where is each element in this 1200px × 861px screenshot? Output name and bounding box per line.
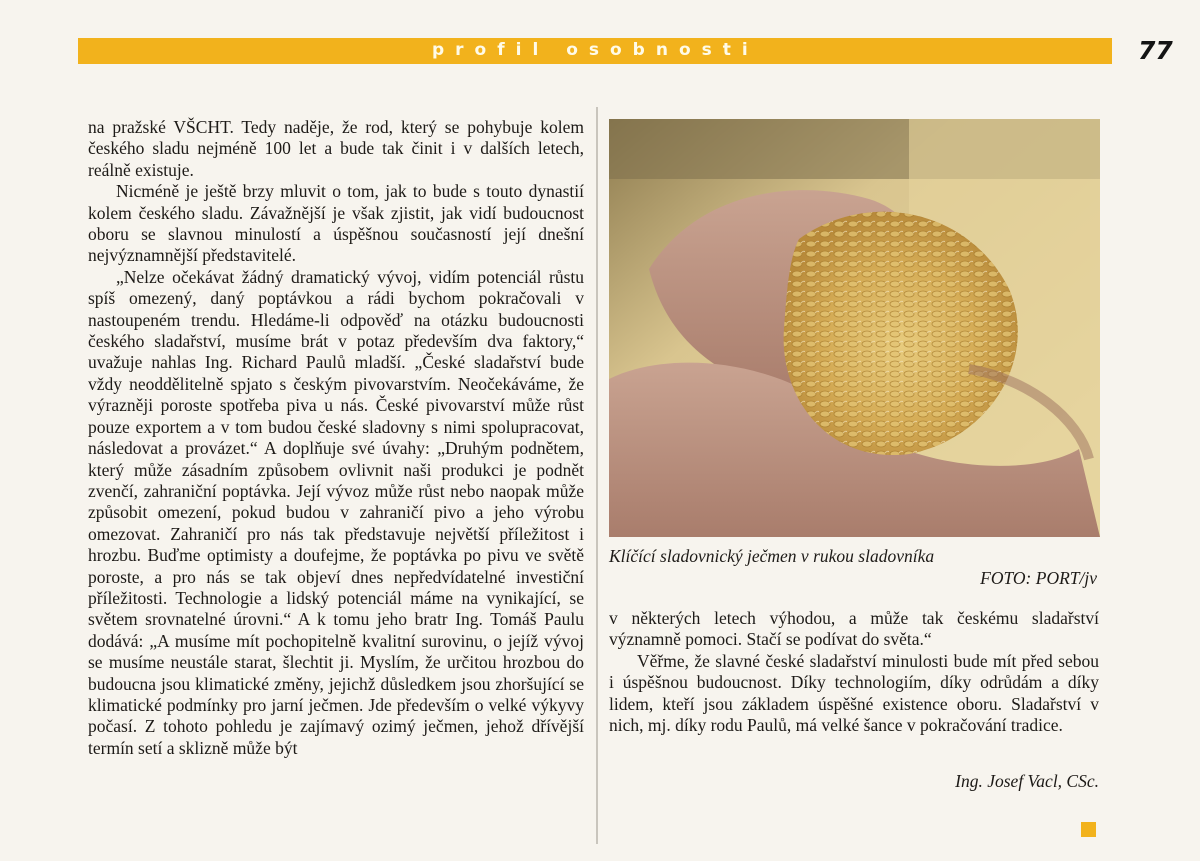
paragraph: na pražské VŠCHT. Tedy naděje, že rod, který se pohybuje kolem českého sladu nejméně 100 let a bude tak činit i v dalších letech, reálně existuje. bbox=[88, 117, 584, 180]
paragraph: Věřme, že slavné české sladařství minulosti bude mít před sebou i úspěšnou budoucnost. Díky technologiím, díky odrůdám a díky lidem, kteří jsou základem úspěšné existence oboru. Sladařství v nich, mj. díky rodu Paulů, má velké šance v pokračování tradice. bbox=[609, 650, 1099, 736]
left-text-column bbox=[88, 117, 584, 759]
section-label: profil osobnosti bbox=[432, 40, 759, 60]
column-divider bbox=[596, 107, 598, 844]
end-of-article-mark bbox=[1081, 822, 1096, 837]
paragraph: Nicméně je ještě brzy mluvit o tom, jak to bude s touto dynastií kolem českého sladu. Závažnější je však zjistit, jak vidí budoucnost oboru se slavnou minulostí a úspěšnou současností její dnešní nejvýznamnější představitelé. bbox=[88, 181, 584, 266]
page-number: 77 bbox=[1138, 36, 1173, 65]
barley-photo bbox=[609, 119, 1100, 537]
caption-text: Klíčící sladovnický ječmen v rukou sladovníka bbox=[609, 546, 935, 566]
author-signature: Ing. Josef Vacl, CSc. bbox=[955, 771, 1099, 791]
photo-credit: FOTO: PORT/jv bbox=[980, 568, 1097, 588]
paragraph: „Nelze očekávat žádný dramatický vývoj, vidím potenciál růstu spíš omezený, daný poptávkou a rádi bychom pokračovali v nastoupeném trendu. Hledáme-li odpověď na otázku budoucnosti českého sladařství, musíme brát v potaz především dva faktory,“ uvažuje nahlas Ing. Richard Paulů mladší. „České sladařství bude vždy neoddělitelně spjato s českým pivovarstvím. Neočekáváme, že výrazněji poroste spotřeba piva u nás. České pivovarství může růst pouze exportem a v tom budou české sladovny s nimi spolupracovat, následovat a provázet.“ A doplňuje své úvahy: „Druhým podnětem, který může zásadním způsobem ovlivnit naši produkci je podnět zvenčí, zahraniční poptávka. Její vývoz může růst nebo naopak může způsobit omezení, pokud budou v zahraničí pivo a jeho výrobu omezovat. Zahraničí pro nás tak představuje největší příležitost i hrozbu. Buďme optimisty a doufejme, že poptávka po pivu ve světě poroste, a pro nás se tak objeví dnes nepředvídatelné investiční příležitosti. Technologie a lidský potenciál máme na vynikající, se světem srovnatelné úrovni.“ A k tomu jeho bratr Ing. Tomáš Paulu dodává: „A musíme mít pochopitelně kvalitní surovinu, o jejíž vývoj se musíme neustále starat, šlechtit ji. Myslím, že určitou hrozbou do budoucna jsou klimatické změny, jejichž důsledkem jsou zhoršující se klimatické podmínky pro jarní ječmen. Jde především o velké výkyvy počasí. Z tohoto pohledu je zajímavý ozimý ječmen, jehož dřívější termín setí a sklizně může být bbox=[88, 266, 584, 758]
right-text-column bbox=[609, 608, 1099, 736]
paragraph: v některých letech výhodou, a může tak českému sladařství významně pomoci. Stačí se podívat do světa.“ bbox=[609, 608, 1099, 650]
photo-caption bbox=[609, 545, 1097, 589]
